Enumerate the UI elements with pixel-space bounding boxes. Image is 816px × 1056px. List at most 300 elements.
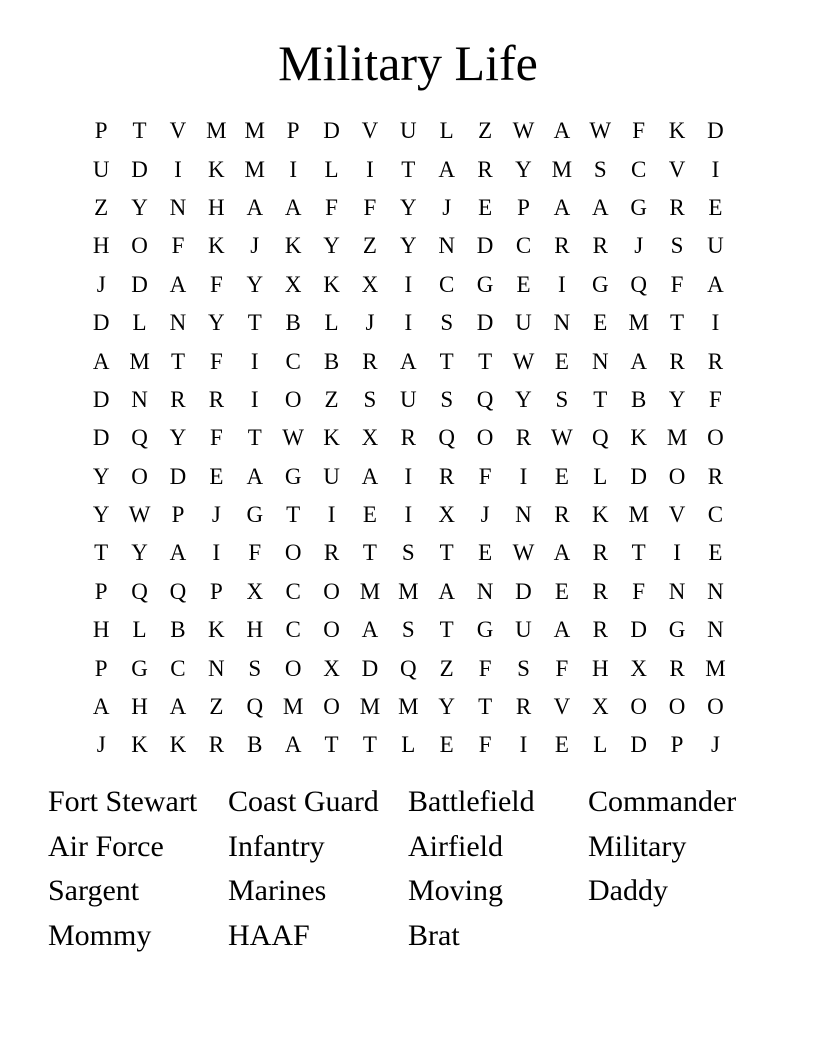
grid-letter: L: [324, 156, 339, 182]
grid-letter: W: [512, 540, 535, 566]
grid-letter: M: [129, 348, 150, 374]
grid-letter: Y: [246, 271, 264, 297]
grid-letter: N: [438, 233, 456, 259]
grid-letter: K: [591, 502, 609, 528]
grid-letter: S: [670, 233, 684, 259]
grid-letter: C: [707, 502, 724, 528]
grid-letter: U: [707, 233, 724, 259]
grid-letter: Z: [324, 386, 339, 412]
grid-letter: T: [439, 540, 454, 566]
grid-letter: A: [169, 694, 187, 720]
grid-letter: E: [554, 463, 569, 489]
grid-letter: B: [630, 386, 647, 412]
grid-letter: G: [476, 271, 494, 297]
grid-letter: W: [282, 425, 304, 451]
grid-letter: Y: [438, 694, 456, 720]
grid-letter: R: [669, 348, 685, 374]
grid-letter: O: [630, 694, 647, 720]
grid-letter: A: [169, 540, 187, 566]
grid-letter: R: [554, 233, 570, 259]
grid-letter: I: [711, 310, 720, 336]
word-list-item: Infantry: [228, 829, 325, 863]
grid-letter: O: [323, 694, 340, 720]
page-title: Military Life: [278, 35, 538, 91]
word-list-item: Daddy: [588, 874, 668, 908]
grid-letter: O: [284, 540, 302, 566]
grid-letter: U: [323, 463, 340, 489]
grid-letter: M: [244, 156, 265, 182]
grid-letter: R: [592, 233, 608, 259]
grid-letter: Q: [246, 694, 264, 720]
grid-letter: S: [440, 310, 454, 336]
grid-letter: D: [92, 310, 110, 336]
grid-letter: N: [208, 655, 225, 681]
grid-letter: A: [246, 463, 264, 489]
grid-letter: T: [670, 310, 685, 336]
grid-letter: T: [247, 310, 262, 336]
grid-letter: X: [438, 502, 456, 528]
grid-letter: Z: [439, 655, 454, 681]
grid-letter: J: [211, 502, 221, 528]
grid-letter: D: [169, 463, 187, 489]
grid-letter: P: [94, 118, 108, 144]
grid-letter: J: [365, 310, 375, 336]
grid-letter: D: [630, 617, 647, 643]
grid-letter: E: [209, 463, 224, 489]
grid-letter: M: [359, 694, 381, 720]
grid-letter: T: [478, 348, 493, 374]
grid-letter: F: [171, 233, 185, 259]
grid-letter: F: [209, 271, 223, 297]
grid-letter: I: [673, 540, 681, 566]
grid-letter: I: [519, 463, 528, 489]
grid-letter: R: [400, 425, 416, 451]
grid-letter: K: [169, 732, 187, 758]
grid-letter: O: [668, 694, 686, 720]
word-list-item: Commander: [588, 785, 737, 818]
grid-letter: T: [362, 540, 377, 566]
grid-letter: A: [361, 463, 379, 489]
grid-letter: R: [669, 194, 685, 220]
grid-letter: J: [96, 271, 106, 297]
grid-letter: J: [480, 502, 490, 528]
grid-letter: J: [634, 233, 644, 259]
grid-letter: O: [131, 463, 148, 489]
grid-letter: O: [284, 386, 302, 412]
grid-letter: M: [628, 310, 649, 336]
grid-letter: F: [632, 578, 646, 604]
grid-letter: D: [92, 386, 110, 412]
grid-letter: G: [630, 194, 647, 220]
grid-letter: N: [169, 310, 187, 336]
grid-letter: L: [439, 118, 454, 144]
grid-letter: E: [708, 540, 723, 566]
grid-letter: J: [250, 233, 260, 259]
grid-letter: K: [323, 271, 340, 297]
grid-letter: F: [248, 540, 262, 566]
grid-letter: H: [208, 194, 225, 220]
grid-letter: E: [554, 732, 569, 758]
grid-letter: J: [442, 194, 452, 220]
grid-letter: K: [668, 118, 686, 144]
grid-letter: M: [705, 655, 726, 681]
grid-letter: J: [96, 732, 106, 758]
grid-letter: O: [323, 617, 340, 643]
grid-letter: I: [711, 156, 720, 182]
grid-letter: F: [363, 194, 377, 220]
word-list-item: Airfield: [408, 829, 503, 863]
grid-letter: F: [555, 655, 569, 681]
grid-letter: P: [670, 732, 684, 758]
grid-letter: L: [324, 310, 339, 336]
grid-letter: N: [476, 578, 494, 604]
grid-letter: N: [553, 310, 571, 336]
grid-letter: S: [440, 386, 454, 412]
grid-letter: E: [478, 540, 493, 566]
grid-letter: W: [512, 118, 535, 144]
grid-letter: T: [362, 732, 377, 758]
word-list-item: Battlefield: [408, 785, 535, 818]
grid-letter: R: [362, 348, 378, 374]
grid-letter: A: [361, 617, 379, 643]
grid-letter: Y: [668, 386, 686, 412]
grid-letter: M: [628, 502, 649, 528]
grid-letter: C: [285, 617, 301, 643]
grid-letter: Y: [515, 156, 532, 182]
grid-letter: A: [553, 540, 571, 566]
grid-letter: K: [630, 425, 647, 451]
grid-letter: X: [591, 694, 609, 720]
grid-letter: Y: [131, 194, 148, 220]
grid-letter: Y: [169, 425, 187, 451]
grid-letter: P: [517, 194, 530, 220]
grid-letter: A: [92, 348, 110, 374]
grid-letter: O: [284, 655, 302, 681]
grid-letter: G: [668, 617, 686, 643]
grid-letter: E: [593, 310, 608, 336]
grid-letter: I: [289, 156, 297, 182]
grid-letter: D: [630, 732, 647, 758]
grid-letter: A: [553, 118, 571, 144]
grid-letter: M: [359, 578, 381, 604]
grid-letter: W: [128, 502, 151, 528]
grid-letter: F: [325, 194, 338, 220]
grid-letter: K: [208, 233, 225, 259]
grid-letter: Q: [630, 271, 647, 297]
grid-letter: W: [589, 118, 612, 144]
grid-letter: X: [323, 655, 340, 681]
grid-letter: Y: [131, 540, 148, 566]
grid-letter: I: [558, 271, 566, 297]
grid-letter: D: [92, 425, 110, 451]
grid-letter: Q: [400, 655, 417, 681]
grid-letter: A: [553, 194, 571, 220]
grid-letter: T: [439, 617, 454, 643]
grid-letter: C: [630, 156, 647, 182]
grid-letter: Q: [591, 425, 609, 451]
grid-letter: D: [630, 463, 647, 489]
word-list-item: HAAF: [228, 919, 310, 953]
grid-letter: R: [669, 655, 685, 681]
grid-letter: H: [92, 233, 110, 259]
word-list-item: Brat: [408, 919, 460, 953]
grid-letter: I: [327, 502, 336, 528]
grid-letter: K: [208, 156, 225, 182]
grid-letter: C: [515, 233, 532, 259]
grid-letter: C: [285, 348, 301, 374]
grid-letter: A: [92, 694, 110, 720]
grid-letter: U: [515, 617, 532, 643]
grid-letter: C: [285, 578, 301, 604]
grid-letter: N: [591, 348, 609, 374]
grid-letter: A: [438, 578, 456, 604]
grid-letter: P: [209, 578, 223, 604]
grid-letter: R: [592, 540, 608, 566]
grid-letter: Y: [400, 233, 417, 259]
grid-letter: S: [517, 655, 530, 681]
grid-letter: W: [551, 425, 573, 451]
grid-letter: T: [631, 540, 646, 566]
grid-letter: A: [630, 348, 647, 374]
grid-letter: R: [515, 694, 532, 720]
grid-letter: U: [92, 156, 110, 182]
word-list-item: Fort Stewart: [48, 785, 198, 818]
grid-letter: O: [476, 425, 494, 451]
grid-letter: Z: [94, 194, 109, 220]
grid-letter: N: [131, 386, 148, 412]
grid-letter: N: [707, 578, 724, 604]
grid-letter: N: [515, 502, 532, 528]
grid-letter: Y: [400, 194, 417, 220]
grid-letter: M: [244, 118, 265, 144]
grid-letter: T: [439, 348, 454, 374]
grid-letter: K: [131, 732, 148, 758]
grid-letter: V: [169, 118, 187, 144]
grid-letter: A: [284, 732, 302, 758]
grid-letter: V: [553, 694, 571, 720]
grid-letter: Q: [131, 425, 148, 451]
grid-letter: B: [247, 732, 263, 758]
letter-grid: [82, 112, 735, 765]
grid-letter: O: [323, 578, 340, 604]
grid-letter: F: [478, 655, 492, 681]
grid-letter: L: [593, 463, 608, 489]
grid-letter: G: [284, 463, 302, 489]
grid-letter: S: [363, 386, 377, 412]
grid-letter: Z: [362, 233, 377, 259]
grid-letter: I: [519, 732, 528, 758]
grid-letter: R: [515, 425, 532, 451]
grid-letter: K: [323, 425, 340, 451]
grid-letter: Q: [438, 425, 456, 451]
word-list-item: Coast Guard: [228, 785, 379, 818]
grid-letter: E: [439, 732, 454, 758]
grid-letter: S: [401, 540, 415, 566]
word-list-item: Mommy: [48, 919, 152, 953]
grid-letter: X: [630, 655, 647, 681]
grid-letter: I: [212, 540, 221, 566]
grid-letter: L: [132, 617, 147, 643]
word-list-item: Moving: [408, 874, 504, 908]
grid-letter: R: [592, 578, 608, 604]
grid-letter: M: [666, 425, 688, 451]
grid-letter: L: [593, 732, 608, 758]
word-list-item: Military: [588, 829, 687, 863]
grid-letter: N: [169, 194, 187, 220]
grid-letter: R: [323, 540, 340, 566]
grid-letter: R: [707, 348, 724, 374]
grid-letter: T: [94, 540, 109, 566]
grid-letter: O: [707, 694, 724, 720]
grid-letter: R: [554, 502, 570, 528]
grid-letter: S: [401, 617, 415, 643]
grid-letter: F: [209, 348, 223, 374]
grid-letter: L: [401, 732, 416, 758]
grid-letter: X: [361, 271, 379, 297]
word-list-item: Air Force: [48, 829, 164, 863]
grid-letter: K: [284, 233, 302, 259]
grid-letter: R: [592, 617, 608, 643]
grid-letter: R: [439, 463, 455, 489]
grid-letter: G: [476, 617, 494, 643]
grid-letter: R: [707, 463, 724, 489]
grid-letter: O: [131, 233, 148, 259]
grid-letter: V: [361, 118, 379, 144]
grid-letter: T: [478, 694, 493, 720]
grid-letter: G: [591, 271, 609, 297]
grid-letter: F: [709, 386, 722, 412]
grid-letter: S: [555, 386, 569, 412]
grid-letter: D: [515, 578, 532, 604]
grid-letter: I: [250, 348, 259, 374]
grid-letter: I: [404, 271, 413, 297]
grid-letter: A: [438, 156, 456, 182]
word-list: [48, 780, 768, 959]
grid-letter: M: [398, 578, 419, 604]
grid-letter: A: [284, 194, 302, 220]
grid-letter: T: [132, 118, 147, 144]
grid-letter: B: [170, 617, 186, 643]
grid-letter: U: [515, 310, 532, 336]
grid-letter: Q: [131, 578, 148, 604]
grid-letter: B: [323, 348, 340, 374]
grid-letter: D: [131, 271, 148, 297]
grid-letter: E: [708, 194, 723, 220]
grid-letter: S: [593, 156, 607, 182]
grid-letter: O: [707, 425, 724, 451]
grid-letter: V: [668, 502, 686, 528]
grid-letter: P: [94, 578, 108, 604]
grid-letter: G: [131, 655, 148, 681]
grid-letter: B: [285, 310, 301, 336]
grid-letter: Y: [515, 386, 532, 412]
grid-letter: W: [512, 348, 535, 374]
grid-letter: J: [710, 732, 720, 758]
grid-letter: F: [632, 118, 646, 144]
grid-letter: I: [404, 463, 413, 489]
grid-letter: H: [131, 694, 148, 720]
grid-letter: F: [670, 271, 684, 297]
grid-letter: K: [208, 617, 225, 643]
grid-letter: F: [478, 732, 492, 758]
grid-letter: A: [591, 194, 609, 220]
grid-letter: P: [286, 118, 300, 144]
grid-letter: Z: [209, 694, 224, 720]
grid-letter: D: [476, 233, 494, 259]
grid-letter: T: [401, 156, 416, 182]
grid-letter: T: [593, 386, 608, 412]
grid-letter: C: [170, 655, 186, 681]
grid-letter: N: [668, 578, 686, 604]
grid-letter: Y: [323, 233, 340, 259]
grid-letter: M: [206, 118, 227, 144]
grid-letter: Q: [169, 578, 187, 604]
grid-letter: E: [554, 578, 569, 604]
grid-letter: D: [361, 655, 379, 681]
grid-letter: D: [707, 118, 724, 144]
grid-letter: D: [476, 310, 494, 336]
grid-letter: L: [132, 310, 147, 336]
grid-letter: I: [366, 156, 374, 182]
grid-letter: A: [400, 348, 417, 374]
grid-letter: I: [174, 156, 182, 182]
grid-letter: E: [516, 271, 531, 297]
grid-letter: U: [400, 386, 417, 412]
grid-letter: P: [171, 502, 185, 528]
grid-letter: H: [92, 617, 110, 643]
grid-letter: A: [553, 617, 571, 643]
grid-letter: I: [404, 502, 413, 528]
grid-letter: Q: [476, 386, 494, 412]
grid-letter: A: [707, 271, 724, 297]
grid-letter: T: [324, 732, 339, 758]
grid-letter: N: [707, 617, 724, 643]
grid-letter: H: [591, 655, 609, 681]
grid-letter: E: [362, 502, 377, 528]
grid-letter: Y: [92, 463, 110, 489]
grid-letter: Y: [92, 502, 110, 528]
grid-letter: C: [439, 271, 455, 297]
grid-letter: G: [246, 502, 264, 528]
grid-letter: F: [209, 425, 223, 451]
grid-letter: R: [477, 156, 493, 182]
grid-letter: P: [94, 655, 108, 681]
grid-letter: X: [284, 271, 302, 297]
grid-letter: I: [250, 386, 259, 412]
grid-letter: R: [208, 386, 225, 412]
grid-letter: E: [478, 194, 493, 220]
grid-letter: H: [246, 617, 264, 643]
grid-letter: R: [170, 386, 186, 412]
grid-letter: E: [554, 348, 569, 374]
grid-letter: A: [169, 271, 187, 297]
grid-letter: A: [246, 194, 264, 220]
grid-letter: D: [323, 118, 340, 144]
grid-letter: R: [208, 732, 225, 758]
grid-letter: D: [131, 156, 148, 182]
grid-letter: S: [248, 655, 262, 681]
grid-letter: X: [361, 425, 379, 451]
word-list-item: Sargent: [48, 874, 140, 908]
grid-letter: X: [246, 578, 264, 604]
grid-letter: Z: [478, 118, 493, 144]
grid-letter: V: [668, 156, 686, 182]
grid-letter: Y: [208, 310, 225, 336]
grid-letter: M: [551, 156, 573, 182]
grid-letter: T: [247, 425, 262, 451]
grid-letter: O: [668, 463, 686, 489]
grid-letter: F: [478, 463, 492, 489]
